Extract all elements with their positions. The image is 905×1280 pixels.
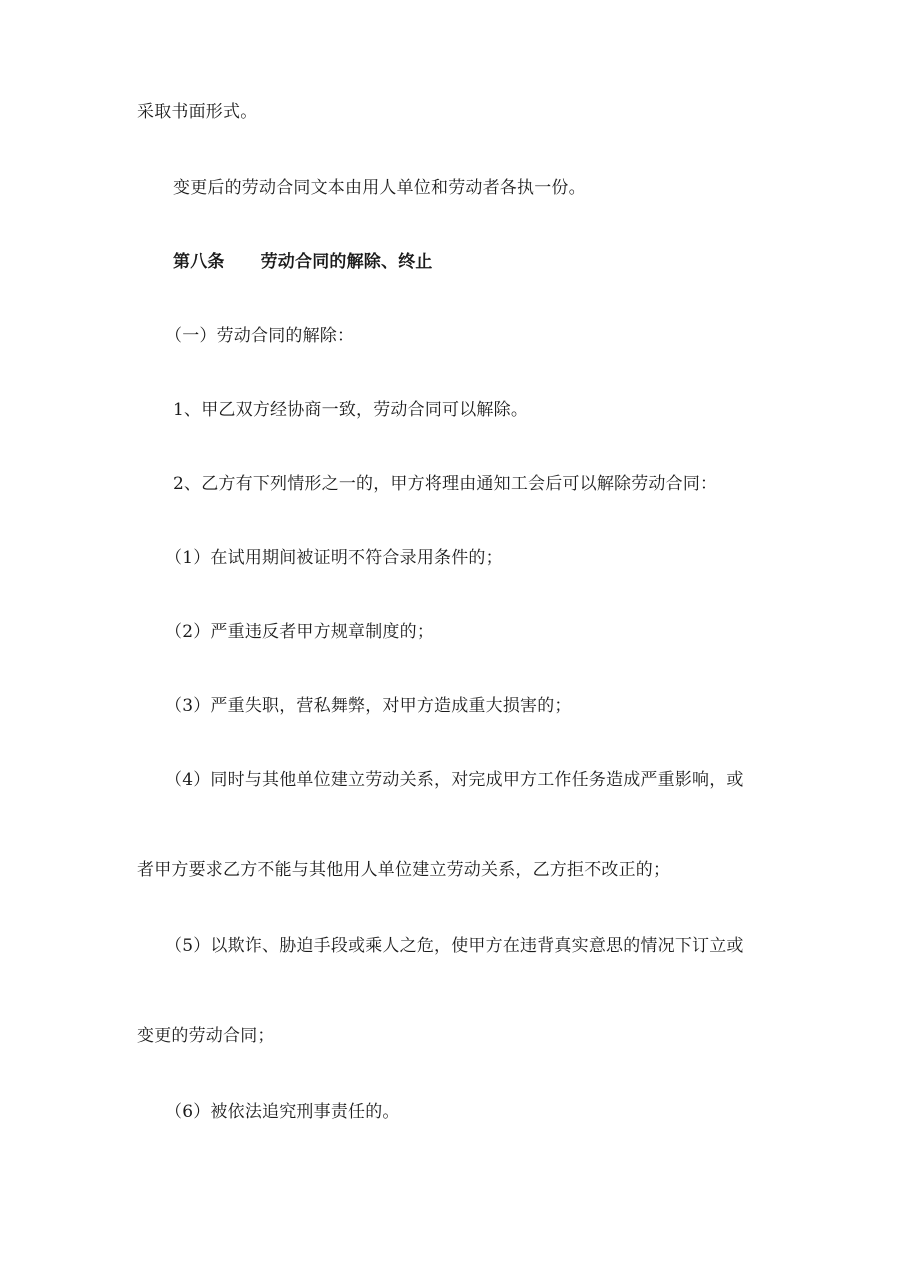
paragraph-continuation: 采取书面形式。 (137, 102, 258, 122)
sub-item-4-line-2: 者甲方要求乙方不能与其他用人单位建立劳动关系，乙方拒不改正的； (137, 860, 671, 880)
sub-item-2: （2）严重违反者甲方规章制度的； (165, 622, 435, 642)
article-number: 第八条 (173, 252, 225, 272)
list-item-2: 2、乙方有下列情形之一的，甲方将理由通知工会后可以解除劳动合同： (173, 474, 718, 494)
article-heading (173, 250, 433, 274)
sub-item-5-line-2: 变更的劳动合同； (137, 1026, 275, 1046)
sub-item-1: （1）在试用期间被证明不符合录用条件的； (165, 548, 503, 568)
sub-item-3: （3）严重失职，营私舞弊，对甲方造成重大损害的； (165, 696, 572, 716)
list-item-1: 1、甲乙双方经协商一致，劳动合同可以解除。 (173, 400, 529, 420)
paragraph-copies: 变更后的劳动合同文本由用人单位和劳动者各执一份。 (173, 178, 586, 198)
article-title: 劳动合同的解除、终止 (260, 252, 433, 272)
sub-item-5-line-1: （5）以欺诈、胁迫手段或乘人之危，使甲方在违背真实意思的情况下订立或 (165, 936, 744, 956)
section-heading: （一）劳动合同的解除： (165, 326, 355, 346)
sub-item-4-line-1: （4）同时与其他单位建立劳动关系，对完成甲方工作任务造成严重影响，或 (165, 770, 744, 790)
sub-item-6: （6）被依法追究刑事责任的。 (165, 1102, 400, 1122)
